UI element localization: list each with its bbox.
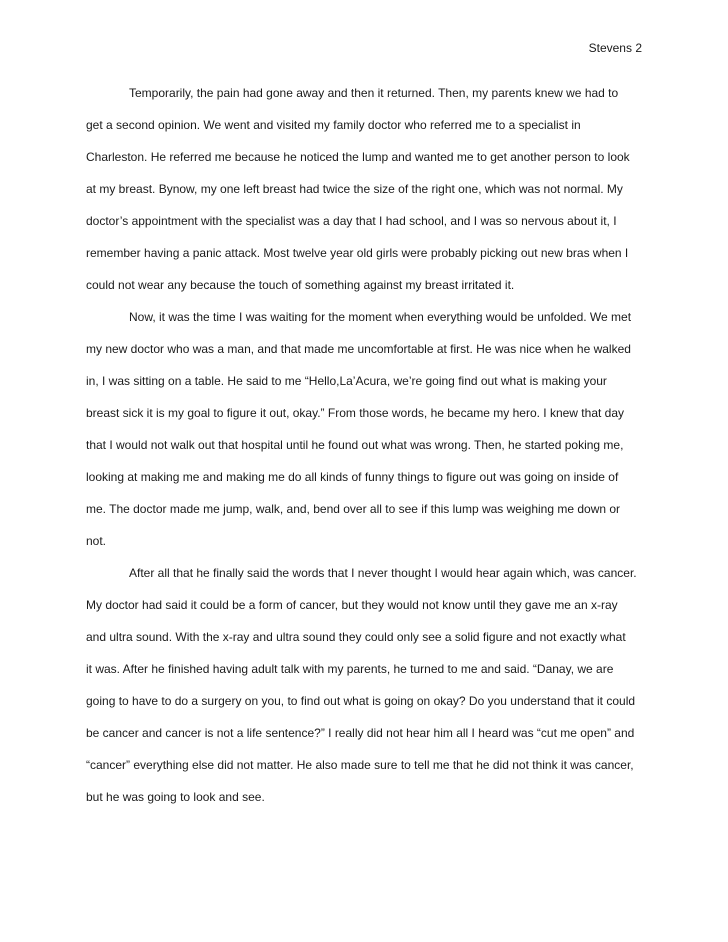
paragraph-1-line-7: could not wear any because the touch of something against my breast irritated it. — [86, 278, 515, 292]
paragraph-2-line-3: in, I was sitting on a table. He said to me “Hello,La’Acura, we’re going find out what is making your — [86, 374, 607, 388]
paragraph-3-line-6: be cancer and cancer is not a life sentence?” I really did not hear him all I heard was “cut me open” and — [86, 726, 635, 740]
paragraph-3-line-2: My doctor had said it could be a form of cancer, but they would not know until they gave me an x-ray — [86, 598, 618, 612]
paragraph-1-line-4: at my breast. Bynow, my one left breast had twice the size of the right one, which was not normal. My — [86, 182, 623, 196]
paragraph-2-line-8: not. — [86, 534, 107, 548]
running-head: Stevens 2 — [588, 41, 642, 55]
paragraph-2-line-2: my new doctor who was a man, and that made me uncomfortable at first. He was nice when he walked — [86, 342, 631, 356]
paragraph-1-line-5: doctor’s appointment with the specialist was a day that I had school, and I was so nervous about it, I — [86, 214, 617, 228]
paragraph-1-line-2: get a second opinion. We went and visited my family doctor who referred me to a specialist in — [86, 118, 581, 132]
paragraph-3-line-7: “cancer” everything else did not matter. He also made sure to tell me that he did not think it was cancer, — [86, 758, 634, 772]
paragraph-2-line-6: looking at making me and making me do all kinds of funny things to figure out was going on inside of — [86, 470, 619, 484]
paragraph-2-line-7: me. The doctor made me jump, walk, and, bend over all to see if this lump was weighing me down or — [86, 502, 621, 516]
paragraph-3-line-4: it was. After he finished having adult talk with my parents, he turned to me and said. “Danay, we are — [86, 662, 614, 676]
paragraph-1-line-6: remember having a panic attack. Most twelve year old girls were probably picking out new bras when I — [86, 246, 629, 260]
paragraph-3-line-3: and ultra sound. With the x-ray and ultra sound they could only see a solid figure and not exactly what — [86, 630, 626, 644]
paragraph-3-line-1: After all that he finally said the words that I never thought I would hear again which, was cancer. — [129, 566, 637, 580]
paragraph-2-line-5: that I would not walk out that hospital until he found out what was wrong. Then, he started poking me, — [86, 438, 624, 452]
paragraph-3-line-5: going to have to do a surgery on you, to find out what is going on okay? Do you understand that it could — [86, 694, 636, 708]
paragraph-1-line-3: Charleston. He referred me because he noticed the lump and wanted me to get another person to look — [86, 150, 630, 164]
paragraph-2-line-1: Now, it was the time I was waiting for the moment when everything would be unfolded. We met — [129, 310, 632, 324]
paragraph-3-line-8: but he was going to look and see. — [86, 790, 265, 804]
paragraph-2-line-4: breast sick it is my goal to figure it out, okay.” From those words, he became my hero. I knew that day — [86, 406, 625, 420]
paragraph-1-line-1: Temporarily, the pain had gone away and then it returned. Then, my parents knew we had to — [129, 86, 619, 100]
